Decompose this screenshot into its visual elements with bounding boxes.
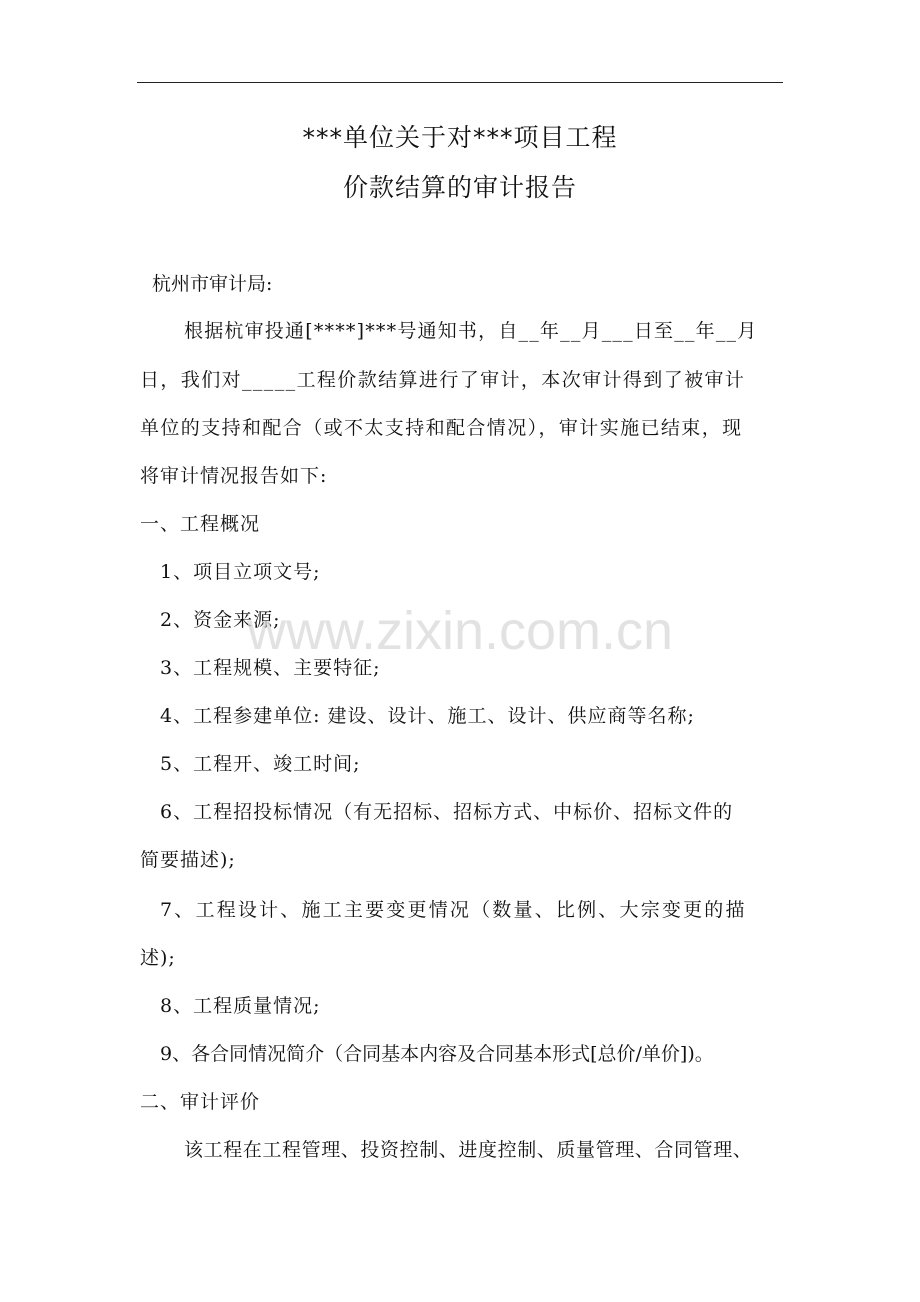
overview-item-3: 3、工程规模、主要特征; [160,657,381,679]
overview-item-4: 4、工程参建单位: 建设、设计、施工、设计、供应商等名称; [160,705,695,727]
overview-item-8: 8、工程质量情况; [160,995,321,1017]
intro-line-3: 单位的支持和配合（或不太支持和配合情况），审计实施已结束，现 [140,417,743,439]
overview-item-6-cont: 简要描述); [140,849,236,871]
section-heading-overview: 一、工程概况 [140,513,261,535]
overview-item-7-cont: 述); [140,947,176,969]
overview-item-5: 5、工程开、竣工时间; [160,753,361,775]
overview-item-9: 9、各合同情况简介（合同基本内容及合同基本形式[总价/单价])。 [160,1043,714,1065]
evaluation-line-1: 该工程在工程管理、投资控制、进度控制、质量管理、合同管理、 [184,1139,753,1161]
overview-item-2: 2、资金来源; [160,609,281,631]
overview-item-6: 6、工程招投标情况（有无招标、招标方式、中标价、招标文件的 [160,801,734,823]
intro-line-1: 根据杭审投通[****]***号通知书，自__年__月___日至__年__月 [184,320,758,342]
watermark: www.zixin.com.cn [246,601,674,661]
top-rule [137,82,783,83]
intro-line-4: 将审计情况报告如下: [140,465,328,487]
intro-line-2: 日，我们对_____工程价款结算进行了审计，本次审计得到了被审计 [140,369,746,391]
report-title-line-1: ***单位关于对***项目工程 [302,123,618,152]
overview-item-1: 1、项目立项文号; [160,561,321,583]
addressee: 杭州市审计局: [152,273,273,295]
report-title-line-2: 价款结算的审计报告 [342,173,577,202]
section-heading-evaluation: 二、审计评价 [140,1091,261,1113]
overview-item-7: 7、工程设计、施工主要变更情况（数量、比例、大宗变更的描 [160,899,747,921]
